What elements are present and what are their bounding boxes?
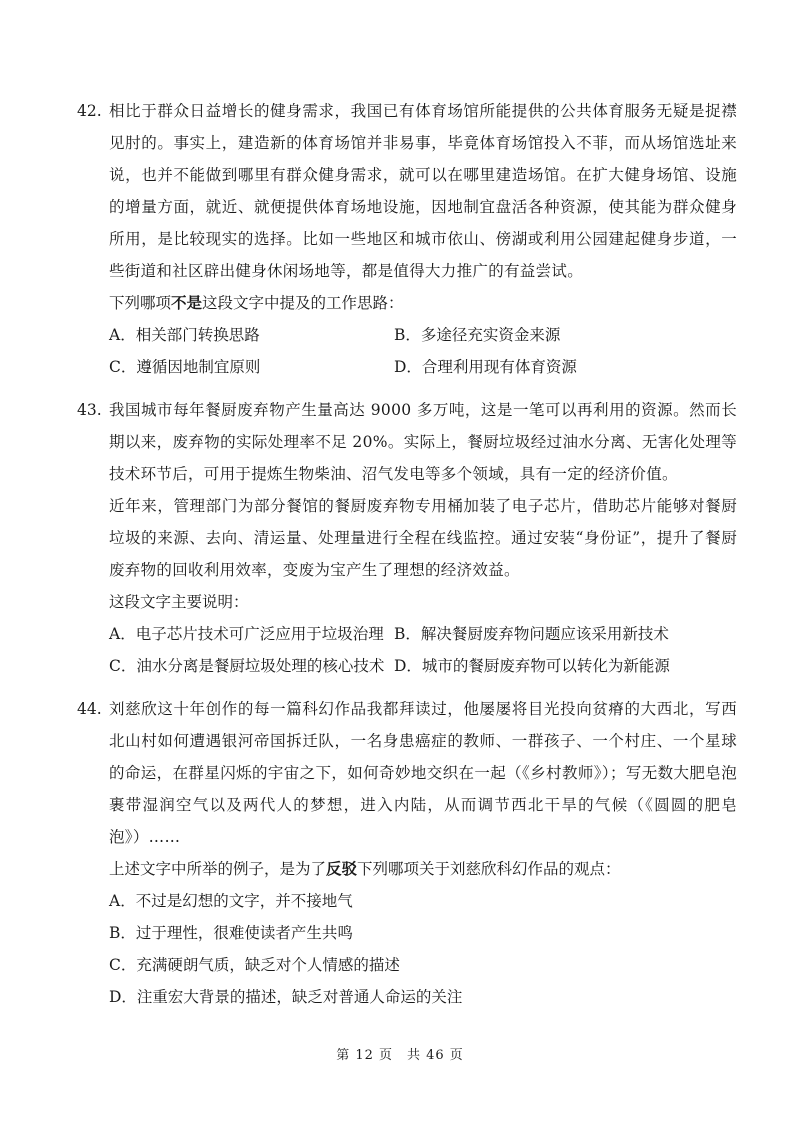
prompt-text: 下列哪项关于刘慈欣科幻作品的观点： bbox=[357, 860, 621, 878]
option-d[interactable]: D．城市的餐厨废弃物可以转化为新能源 bbox=[394, 657, 670, 675]
question-43 bbox=[77, 394, 737, 682]
question-passage-paragraph-2: 近年来，管理部门为部分餐馆的餐厨废弃物专用桶加装了电子芯片，借助芯片能够对餐厨垃圾的来源、去向、清运量、处理量进行全程在线监控。通过安装“身份证”，提升了餐厨废弃物的回收利用效率，变废为宝产生了理想的经济效益。 bbox=[109, 497, 737, 579]
question-passage-paragraph-1: 我国城市每年餐厨废弃物产生量高达 9000 多万吨，这是一笔可以再利用的资源。然而长期以来，废弃物的实际处理率不足 20%。实际上，餐厨垃圾经过油水分离、无害化处理等技术环节后，可用于提炼生物柴油、沼气发电等多个领域，具有一定的经济价值。 bbox=[109, 401, 737, 483]
prompt-emphasis: 不是 bbox=[171, 294, 203, 312]
question-number: 44. bbox=[77, 700, 102, 718]
question-prompt bbox=[109, 853, 737, 885]
option-c[interactable]: C．遵循因地制宜原则 bbox=[109, 358, 261, 376]
question-42 bbox=[77, 95, 737, 383]
question-prompt bbox=[109, 287, 737, 319]
prompt-emphasis: 反驳 bbox=[326, 860, 358, 878]
question-prompt: 这段文字主要说明： bbox=[109, 593, 249, 611]
page-footer: 第 12 页 共 46 页 bbox=[336, 1048, 464, 1063]
option-c[interactable]: C．充满硬朗气质，缺乏对个人情感的描述 bbox=[109, 956, 400, 974]
option-d[interactable]: D．注重宏大背景的描述，缺乏对普通人命运的关注 bbox=[109, 988, 463, 1006]
option-list bbox=[109, 319, 737, 383]
question-number: 43. bbox=[77, 401, 102, 419]
question-passage: 相比于群众日益增长的健身需求，我国已有体育场馆所能提供的公共体育服务无疑是捉襟见肘的。事实上，建造新的体育场馆并非易事，毕竟体育场馆投入不菲，而从场馆选址来说，也并不能做到哪里有群众健身需求，就可以在哪里建造场馆。在扩大健身场馆、设施的增量方面，就近、就便提供体育场地设施，因地制宜盘活各种资源，使其能为群众健身所用，是比较现实的选择。比如一些地区和城市依山、傍湖或利用公园建起健身步道，一些街道和社区辟出健身休闲场地等，都是值得大力推广的有益尝试。 bbox=[109, 102, 737, 280]
option-a[interactable]: A．不过是幻想的文字，并不接地气 bbox=[109, 892, 353, 910]
option-list bbox=[109, 885, 737, 1013]
question-44 bbox=[77, 693, 737, 1013]
option-b[interactable]: B．解决餐厨废弃物问题应该采用新技术 bbox=[394, 625, 669, 643]
option-c[interactable]: C．油水分离是餐厨垃圾处理的核心技术 bbox=[109, 657, 385, 675]
option-b[interactable]: B．过于理性，很难使读者产生共鸣 bbox=[109, 924, 353, 942]
option-d[interactable]: D．合理利用现有体育资源 bbox=[394, 358, 577, 376]
prompt-text: 下列哪项 bbox=[109, 294, 172, 312]
prompt-text: 这段文字中提及的工作思路： bbox=[202, 294, 404, 312]
option-b[interactable]: B．多途径充实资金来源 bbox=[394, 326, 561, 344]
question-number: 42. bbox=[77, 102, 102, 120]
option-a[interactable]: A．相关部门转换思路 bbox=[109, 326, 260, 344]
option-a[interactable]: A．电子芯片技术可广泛应用于垃圾治理 bbox=[109, 625, 384, 643]
option-list bbox=[109, 618, 737, 682]
prompt-text: 上述文字中所举的例子，是为了 bbox=[109, 860, 327, 878]
question-passage: 刘慈欣这十年创作的每一篇科幻作品我都拜读过，他屡屡将目光投向贫瘠的大西北，写西北山村如何遭遇银河帝国拆迁队，一名身患癌症的教师、一群孩子、一个村庄、一个星球的命运，在群星闪烁的宇宙之下，如何奇妙地交织在一起（《乡村教师》）；写无数大肥皂泡裹带湿润空气以及两代人的梦想，进入内陆，从而调节西北干旱的气候（《圆圆的肥皂泡》）…… bbox=[109, 700, 737, 846]
